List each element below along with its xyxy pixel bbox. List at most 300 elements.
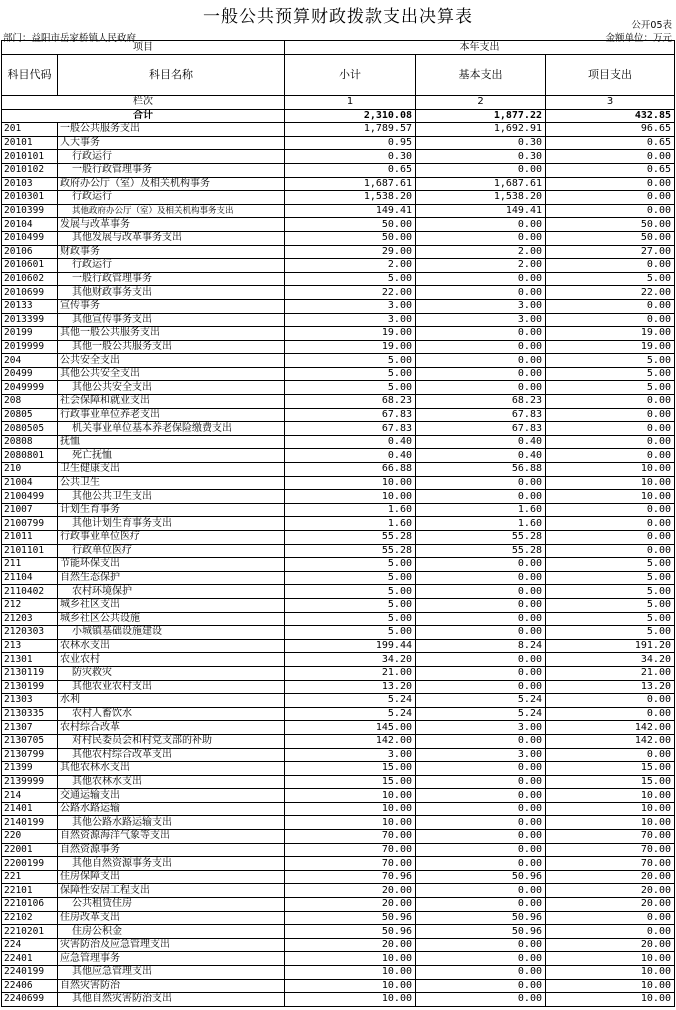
row-subtotal: 3.00 <box>285 313 416 327</box>
row-project: 5.00 <box>546 367 675 381</box>
row-basic: 0.00 <box>416 571 546 585</box>
row-basic: 0.00 <box>416 327 546 341</box>
table-row <box>2 191 675 205</box>
row-subtotal: 5.00 <box>285 598 416 612</box>
row-basic: 67.83 <box>416 408 546 422</box>
row-code: 2120303 <box>2 626 58 640</box>
row-project: 0.00 <box>546 707 675 721</box>
row-project: 5.00 <box>546 381 675 395</box>
row-basic: 0.00 <box>416 218 546 232</box>
row-basic: 0.00 <box>416 653 546 667</box>
row-basic: 0.00 <box>416 367 546 381</box>
row-code: 22102 <box>2 911 58 925</box>
row-code: 20805 <box>2 408 58 422</box>
row-basic: 0.00 <box>416 231 546 245</box>
row-code: 2010699 <box>2 286 58 300</box>
row-subtotal: 0.95 <box>285 136 416 150</box>
row-code: 2140199 <box>2 816 58 830</box>
row-basic: 0.00 <box>416 898 546 912</box>
table-row <box>2 218 675 232</box>
row-name: 一般行政管理事务 <box>58 272 285 286</box>
table-row <box>2 476 675 490</box>
row-basic: 0.00 <box>416 734 546 748</box>
sequence-row <box>2 96 675 110</box>
row-basic: 0.00 <box>416 802 546 816</box>
expenditure-table <box>1 40 675 1007</box>
row-name: 人大事务 <box>58 136 285 150</box>
row-project: 0.00 <box>546 422 675 436</box>
row-name: 小城镇基础设施建设 <box>58 626 285 640</box>
row-name: 节能环保支出 <box>58 558 285 572</box>
row-subtotal: 50.96 <box>285 925 416 939</box>
row-subtotal: 5.00 <box>285 272 416 286</box>
row-subtotal: 13.20 <box>285 680 416 694</box>
report-title: 一般公共预算财政拨款支出决算表 <box>203 7 473 27</box>
row-subtotal: 5.24 <box>285 694 416 708</box>
row-name: 发展与改革事务 <box>58 218 285 232</box>
table-row <box>2 707 675 721</box>
table-row <box>2 898 675 912</box>
row-project: 5.00 <box>546 558 675 572</box>
row-project: 10.00 <box>546 490 675 504</box>
sequence-2: 2 <box>416 96 546 110</box>
row-name: 行政运行 <box>58 191 285 205</box>
table-row <box>2 816 675 830</box>
row-project: 10.00 <box>546 816 675 830</box>
sequence-label: 栏次 <box>2 96 285 110</box>
row-basic: 149.41 <box>416 204 546 218</box>
row-basic: 0.00 <box>416 843 546 857</box>
row-subtotal: 149.41 <box>285 204 416 218</box>
table-row <box>2 136 675 150</box>
row-name: 应急管理事务 <box>58 952 285 966</box>
row-code: 2110402 <box>2 585 58 599</box>
row-subtotal: 19.00 <box>285 340 416 354</box>
table-row <box>2 299 675 313</box>
row-name: 宣传事务 <box>58 299 285 313</box>
row-code: 20199 <box>2 327 58 341</box>
row-project: 20.00 <box>546 938 675 952</box>
row-name: 自然资源海洋气象等支出 <box>58 830 285 844</box>
row-subtotal: 10.00 <box>285 966 416 980</box>
row-name: 计划生育事务 <box>58 503 285 517</box>
row-code: 2101101 <box>2 544 58 558</box>
table-row <box>2 435 675 449</box>
row-basic: 3.00 <box>416 748 546 762</box>
row-basic: 0.00 <box>416 966 546 980</box>
row-name: 抚恤 <box>58 435 285 449</box>
row-project: 20.00 <box>546 898 675 912</box>
row-subtotal: 55.28 <box>285 544 416 558</box>
row-code: 212 <box>2 598 58 612</box>
row-subtotal: 0.40 <box>285 449 416 463</box>
table-row <box>2 626 675 640</box>
row-subtotal: 3.00 <box>285 748 416 762</box>
table-row <box>2 204 675 218</box>
row-code: 2130119 <box>2 666 58 680</box>
table-row <box>2 666 675 680</box>
row-subtotal: 66.88 <box>285 463 416 477</box>
row-project: 27.00 <box>546 245 675 259</box>
table-row <box>2 395 675 409</box>
row-project: 10.00 <box>546 952 675 966</box>
table-row <box>2 721 675 735</box>
row-code: 2080801 <box>2 449 58 463</box>
row-basic: 0.00 <box>416 884 546 898</box>
row-project: 10.00 <box>546 979 675 993</box>
row-code: 2139999 <box>2 775 58 789</box>
row-subtotal: 5.00 <box>285 571 416 585</box>
row-subtotal: 50.96 <box>285 911 416 925</box>
row-subtotal: 1,538.20 <box>285 191 416 205</box>
row-subtotal: 142.00 <box>285 734 416 748</box>
row-name: 其他宣传事务支出 <box>58 313 285 327</box>
row-name: 行政事业单位医疗 <box>58 531 285 545</box>
row-basic: 1,687.61 <box>416 177 546 191</box>
department-label: 部门：益阳市岳家桥镇人民政府 <box>3 33 137 44</box>
table-row <box>2 639 675 653</box>
row-name: 公共安全支出 <box>58 354 285 368</box>
row-subtotal: 5.00 <box>285 585 416 599</box>
row-code: 2013399 <box>2 313 58 327</box>
table-row <box>2 857 675 871</box>
row-code: 2019999 <box>2 340 58 354</box>
table-row <box>2 463 675 477</box>
row-project: 96.65 <box>546 123 675 137</box>
row-basic: 0.00 <box>416 585 546 599</box>
table-row <box>2 558 675 572</box>
row-project: 70.00 <box>546 830 675 844</box>
row-basic: 0.00 <box>416 830 546 844</box>
row-project: 10.00 <box>546 476 675 490</box>
row-basic: 3.00 <box>416 721 546 735</box>
row-name: 死亡抚恤 <box>58 449 285 463</box>
row-code: 21007 <box>2 503 58 517</box>
row-project: 15.00 <box>546 775 675 789</box>
row-subtotal: 10.00 <box>285 993 416 1007</box>
row-code: 2210201 <box>2 925 58 939</box>
row-basic: 0.00 <box>416 272 546 286</box>
row-basic: 0.30 <box>416 150 546 164</box>
row-name: 政府办公厅（室）及相关机构事务 <box>58 177 285 191</box>
total-subtotal: 2,310.08 <box>285 109 416 123</box>
row-project: 19.00 <box>546 327 675 341</box>
row-subtotal: 29.00 <box>285 245 416 259</box>
row-project: 70.00 <box>546 843 675 857</box>
table-row <box>2 694 675 708</box>
row-basic: 0.30 <box>416 136 546 150</box>
row-subtotal: 15.00 <box>285 775 416 789</box>
table-row <box>2 367 675 381</box>
row-code: 21307 <box>2 721 58 735</box>
row-code: 21104 <box>2 571 58 585</box>
row-basic: 0.00 <box>416 938 546 952</box>
row-project: 0.65 <box>546 136 675 150</box>
row-code: 2080505 <box>2 422 58 436</box>
row-project: 20.00 <box>546 884 675 898</box>
row-name: 水利 <box>58 694 285 708</box>
row-basic: 5.24 <box>416 694 546 708</box>
row-subtotal: 0.40 <box>285 435 416 449</box>
row-subtotal: 10.00 <box>285 816 416 830</box>
table-row <box>2 286 675 300</box>
row-subtotal: 1,687.61 <box>285 177 416 191</box>
row-subtotal: 10.00 <box>285 952 416 966</box>
row-project: 0.00 <box>546 544 675 558</box>
sequence-3: 3 <box>546 96 675 110</box>
row-subtotal: 19.00 <box>285 327 416 341</box>
table-row <box>2 177 675 191</box>
row-name: 其他农业农村支出 <box>58 680 285 694</box>
row-name: 其他公路水路运输支出 <box>58 816 285 830</box>
row-basic: 0.00 <box>416 612 546 626</box>
row-code: 20104 <box>2 218 58 232</box>
row-project: 0.00 <box>546 150 675 164</box>
total-basic: 1,877.22 <box>416 109 546 123</box>
row-subtotal: 20.00 <box>285 938 416 952</box>
row-name: 其他公共卫生支出 <box>58 490 285 504</box>
row-name: 其他政府办公厅（室）及相关机构事务支出 <box>58 204 285 218</box>
row-subtotal: 5.00 <box>285 612 416 626</box>
row-subtotal: 5.00 <box>285 354 416 368</box>
total-label: 合计 <box>2 109 285 123</box>
header-item: 项目 <box>2 41 285 55</box>
table-row <box>2 272 675 286</box>
row-name: 防灾救灾 <box>58 666 285 680</box>
table-row <box>2 775 675 789</box>
row-code: 21203 <box>2 612 58 626</box>
row-basic: 50.96 <box>416 925 546 939</box>
table-row <box>2 517 675 531</box>
header-project: 项目支出 <box>546 55 675 96</box>
table-row <box>2 598 675 612</box>
row-basic: 0.00 <box>416 775 546 789</box>
table-row <box>2 381 675 395</box>
table-row <box>2 925 675 939</box>
row-subtotal: 5.00 <box>285 558 416 572</box>
row-name: 自然资源事务 <box>58 843 285 857</box>
row-basic: 1,692.91 <box>416 123 546 137</box>
row-basic: 0.00 <box>416 857 546 871</box>
row-basic: 0.40 <box>416 449 546 463</box>
row-subtotal: 1,789.57 <box>285 123 416 137</box>
row-subtotal: 70.00 <box>285 857 416 871</box>
row-basic: 0.00 <box>416 993 546 1007</box>
row-subtotal: 5.24 <box>285 707 416 721</box>
row-basic: 55.28 <box>416 531 546 545</box>
table-row <box>2 748 675 762</box>
row-subtotal: 50.00 <box>285 231 416 245</box>
table-row <box>2 163 675 177</box>
row-name: 行政运行 <box>58 150 285 164</box>
row-name: 其他发展与改革事务支出 <box>58 231 285 245</box>
row-name: 其他自然灾害防治支出 <box>58 993 285 1007</box>
row-name: 自然灾害防治 <box>58 979 285 993</box>
total-row <box>2 109 675 123</box>
sequence-1: 1 <box>285 96 416 110</box>
row-code: 2130199 <box>2 680 58 694</box>
row-project: 34.20 <box>546 653 675 667</box>
row-project: 5.00 <box>546 585 675 599</box>
row-code: 2240199 <box>2 966 58 980</box>
table-row <box>2 231 675 245</box>
row-project: 0.00 <box>546 531 675 545</box>
row-project: 0.00 <box>546 435 675 449</box>
row-basic: 2.00 <box>416 259 546 273</box>
row-project: 0.00 <box>546 177 675 191</box>
row-basic: 0.00 <box>416 626 546 640</box>
row-project: 0.00 <box>546 517 675 531</box>
row-basic: 68.23 <box>416 395 546 409</box>
row-name: 自然生态保护 <box>58 571 285 585</box>
row-basic: 1.60 <box>416 517 546 531</box>
row-name: 城乡社区公共设施 <box>58 612 285 626</box>
row-project: 0.00 <box>546 503 675 517</box>
row-project: 10.00 <box>546 993 675 1007</box>
row-code: 2010601 <box>2 259 58 273</box>
table-row <box>2 354 675 368</box>
row-project: 5.00 <box>546 612 675 626</box>
row-subtotal: 10.00 <box>285 476 416 490</box>
row-name: 其他一般公共服务支出 <box>58 327 285 341</box>
table-row <box>2 870 675 884</box>
table-row <box>2 259 675 273</box>
row-name: 对村民委员会和村党支部的补助 <box>58 734 285 748</box>
row-basic: 1.60 <box>416 503 546 517</box>
row-code: 2010102 <box>2 163 58 177</box>
row-subtotal: 10.00 <box>285 802 416 816</box>
row-code: 2130335 <box>2 707 58 721</box>
row-code: 20808 <box>2 435 58 449</box>
table-row <box>2 993 675 1007</box>
row-project: 0.65 <box>546 163 675 177</box>
row-code: 21401 <box>2 802 58 816</box>
row-basic: 0.00 <box>416 979 546 993</box>
row-subtotal: 10.00 <box>285 490 416 504</box>
table-row <box>2 680 675 694</box>
row-name: 农村环境保护 <box>58 585 285 599</box>
row-code: 224 <box>2 938 58 952</box>
row-name: 其他一般公共服务支出 <box>58 340 285 354</box>
header-basic: 基本支出 <box>416 55 546 96</box>
header-name: 科目名称 <box>58 55 285 96</box>
row-code: 22401 <box>2 952 58 966</box>
row-subtotal: 10.00 <box>285 789 416 803</box>
row-project: 10.00 <box>546 966 675 980</box>
row-code: 2130799 <box>2 748 58 762</box>
row-code: 221 <box>2 870 58 884</box>
row-code: 2100799 <box>2 517 58 531</box>
row-code: 2210106 <box>2 898 58 912</box>
row-name: 公共卫生 <box>58 476 285 490</box>
table-row <box>2 802 675 816</box>
row-project: 15.00 <box>546 762 675 776</box>
table-row <box>2 762 675 776</box>
row-basic: 0.00 <box>416 680 546 694</box>
row-name: 农村综合改革 <box>58 721 285 735</box>
row-name: 财政事务 <box>58 245 285 259</box>
table-row <box>2 938 675 952</box>
row-subtotal: 68.23 <box>285 395 416 409</box>
table-row <box>2 966 675 980</box>
header-subtotal: 小计 <box>285 55 416 96</box>
row-code: 211 <box>2 558 58 572</box>
header-row-group <box>2 41 675 55</box>
row-code: 220 <box>2 830 58 844</box>
row-subtotal: 21.00 <box>285 666 416 680</box>
row-subtotal: 0.65 <box>285 163 416 177</box>
row-name: 其他公共安全支出 <box>58 381 285 395</box>
table-row <box>2 952 675 966</box>
row-code: 2100499 <box>2 490 58 504</box>
table-row <box>2 449 675 463</box>
row-basic: 56.88 <box>416 463 546 477</box>
row-code: 214 <box>2 789 58 803</box>
row-name: 灾害防治及应急管理支出 <box>58 938 285 952</box>
row-basic: 1,538.20 <box>416 191 546 205</box>
row-subtotal: 67.83 <box>285 422 416 436</box>
row-name: 城乡社区支出 <box>58 598 285 612</box>
row-code: 2049999 <box>2 381 58 395</box>
table-row <box>2 789 675 803</box>
row-code: 2010301 <box>2 191 58 205</box>
row-name: 其他农村综合改革支出 <box>58 748 285 762</box>
row-name: 其他自然资源事务支出 <box>58 857 285 871</box>
row-name: 公路水路运输 <box>58 802 285 816</box>
table-row <box>2 340 675 354</box>
row-project: 50.00 <box>546 231 675 245</box>
header-row-columns <box>2 55 675 96</box>
row-project: 0.00 <box>546 408 675 422</box>
row-name: 一般公共服务支出 <box>58 123 285 137</box>
row-project: 19.00 <box>546 340 675 354</box>
table-row <box>2 422 675 436</box>
row-code: 20499 <box>2 367 58 381</box>
row-subtotal: 50.00 <box>285 218 416 232</box>
row-name: 住房改革支出 <box>58 911 285 925</box>
row-name: 住房公积金 <box>58 925 285 939</box>
row-project: 191.20 <box>546 639 675 653</box>
row-project: 142.00 <box>546 721 675 735</box>
row-subtotal: 0.30 <box>285 150 416 164</box>
row-subtotal: 34.20 <box>285 653 416 667</box>
row-subtotal: 67.83 <box>285 408 416 422</box>
header-year-expense: 本年支出 <box>285 41 675 55</box>
row-code: 2010101 <box>2 150 58 164</box>
row-project: 5.00 <box>546 626 675 640</box>
row-subtotal: 22.00 <box>285 286 416 300</box>
row-basic: 5.24 <box>416 707 546 721</box>
row-project: 5.00 <box>546 571 675 585</box>
row-project: 0.00 <box>546 299 675 313</box>
row-code: 2010499 <box>2 231 58 245</box>
row-code: 208 <box>2 395 58 409</box>
row-code: 20103 <box>2 177 58 191</box>
table-row <box>2 884 675 898</box>
row-project: 0.00 <box>546 191 675 205</box>
table-row <box>2 612 675 626</box>
row-project: 0.00 <box>546 925 675 939</box>
row-subtotal: 3.00 <box>285 299 416 313</box>
row-name: 其他财政事务支出 <box>58 286 285 300</box>
row-name: 行政运行 <box>58 259 285 273</box>
row-basic: 0.00 <box>416 354 546 368</box>
row-code: 20101 <box>2 136 58 150</box>
table-row <box>2 408 675 422</box>
row-project: 0.00 <box>546 694 675 708</box>
row-basic: 0.00 <box>416 286 546 300</box>
table-row <box>2 979 675 993</box>
